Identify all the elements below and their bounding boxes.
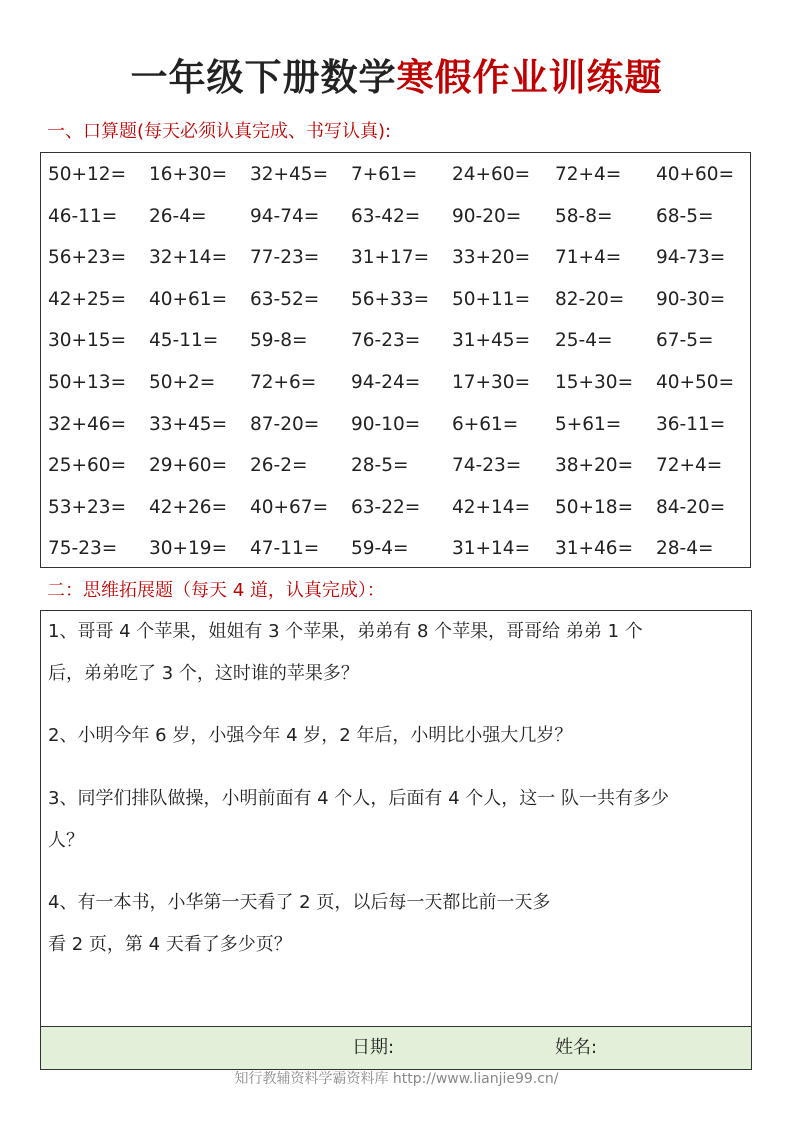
arithmetic-problem: 63-22= [351, 496, 421, 518]
arithmetic-problem: 33+20= [452, 247, 531, 269]
page-title [0, 52, 793, 104]
arithmetic-problem: 72+4= [555, 164, 622, 185]
arithmetic-problem: 40+50= [656, 372, 735, 393]
arithmetic-problem: 26-2= [250, 455, 308, 477]
arithmetic-problem: 58-8= [555, 205, 613, 227]
arithmetic-problem: 28-5= [351, 455, 409, 477]
problem-row [48, 451, 748, 481]
arithmetic-problem: 42+14= [452, 496, 531, 518]
problem-row [48, 534, 748, 564]
arithmetic-problem: 75-23= [48, 538, 118, 560]
arithmetic-problem: 90-20= [452, 205, 522, 227]
arithmetic-problem: 63-42= [351, 205, 421, 227]
arithmetic-problem: 16+30= [149, 164, 228, 185]
word-problem-line: 看 2 页，第 4 天看了多少页？ [48, 934, 292, 955]
arithmetic-problem: 77-23= [250, 247, 320, 269]
watermark: 知行教辅资料学霸资料库 http://www.lianjie99.cn/ [234, 1071, 559, 1087]
arithmetic-problem: 50+11= [452, 288, 531, 310]
arithmetic-problem: 63-52= [250, 288, 320, 310]
arithmetic-problem: 32+14= [149, 247, 228, 269]
arithmetic-problem: 31+46= [555, 538, 634, 560]
problem-row [48, 493, 748, 523]
arithmetic-problem: 50+18= [555, 496, 634, 518]
arithmetic-problem: 59-4= [351, 538, 409, 560]
arithmetic-problem: 42+26= [149, 496, 228, 518]
arithmetic-problem: 25+60= [48, 455, 127, 477]
arithmetic-problem: 28-4= [656, 538, 714, 560]
arithmetic-problem: 94-73= [656, 247, 726, 269]
problem-row [48, 160, 748, 190]
arithmetic-problem: 32+46= [48, 413, 127, 435]
problem-row [48, 285, 748, 315]
arithmetic-problem: 31+14= [452, 538, 531, 560]
arithmetic-problem: 56+23= [48, 247, 127, 269]
word-problem-line: 3、同学们排队做操，小明前面有 4 个人，后面有 4 个人，这一 队一共有多少 [48, 788, 669, 809]
arithmetic-problem: 74-23= [452, 455, 522, 477]
name-label: 姓名: [555, 1037, 598, 1058]
arithmetic-problem: 32+45= [250, 164, 329, 185]
arithmetic-problem: 24+60= [452, 164, 531, 185]
word-problem-line: 4、有一本书，小华第一天看了 2 页，以后每一天都比前一天多 [48, 892, 551, 913]
arithmetic-problem: 47-11= [250, 538, 320, 560]
arithmetic-problem: 76-23= [351, 330, 421, 352]
arithmetic-problem: 72+4= [656, 455, 723, 477]
arithmetic-problem: 5+61= [555, 413, 622, 435]
arithmetic-grid [40, 152, 751, 568]
problem-row [48, 326, 748, 356]
arithmetic-problem: 59-8= [250, 330, 308, 352]
footer-bar [41, 1026, 751, 1069]
word-problem-line: 2、小明今年 6 岁，小强今年 4 岁，2 年后，小明比小强大几岁？ [48, 725, 573, 746]
arithmetic-problem: 46-11= [48, 205, 118, 227]
arithmetic-problem: 26-4= [149, 205, 207, 227]
word-problem-line: 人？ [48, 830, 84, 851]
arithmetic-problem: 90-30= [656, 288, 726, 310]
arithmetic-problem: 17+30= [452, 372, 531, 393]
title-part2: 寒假作业训练题 [396, 56, 663, 99]
title-part1: 一年级下册数学 [130, 56, 397, 99]
arithmetic-problem: 71+4= [555, 247, 622, 269]
arithmetic-problem: 30+15= [48, 330, 127, 352]
arithmetic-problem: 56+33= [351, 288, 430, 310]
arithmetic-problem: 94-74= [250, 205, 320, 227]
arithmetic-problem: 50+13= [48, 372, 127, 393]
section1-heading: 一、口算题(每天必须认真完成、书写认真): [47, 121, 392, 142]
word-problem-line: 后，弟弟吃了 3 个，这时谁的苹果多？ [48, 663, 359, 684]
problem-row [48, 243, 748, 273]
arithmetic-problem: 68-5= [656, 205, 714, 227]
problem-row [48, 410, 748, 440]
arithmetic-problem: 50+2= [149, 372, 216, 393]
arithmetic-problem: 67-5= [656, 330, 714, 352]
arithmetic-problem: 42+25= [48, 288, 127, 310]
arithmetic-problem: 29+60= [149, 455, 228, 477]
arithmetic-problem: 45-11= [149, 330, 219, 352]
arithmetic-problem: 82-20= [555, 288, 625, 310]
date-label: 日期: [352, 1037, 395, 1058]
arithmetic-problem: 40+60= [656, 164, 735, 185]
arithmetic-problem: 7+61= [351, 164, 418, 185]
word-problems-box [40, 610, 752, 1070]
arithmetic-problem: 30+19= [149, 538, 228, 560]
problem-row [48, 368, 748, 398]
arithmetic-problem: 53+23= [48, 496, 127, 518]
arithmetic-problem: 40+61= [149, 288, 228, 310]
arithmetic-problem: 31+45= [452, 330, 531, 352]
arithmetic-problem: 94-24= [351, 372, 421, 393]
arithmetic-problem: 87-20= [250, 413, 320, 435]
arithmetic-problem: 15+30= [555, 372, 634, 393]
section2-heading: 二：思维拓展题（每天 4 道，认真完成）： [47, 580, 385, 601]
word-problem-line: 1、哥哥 4 个苹果，姐姐有 3 个苹果，弟弟有 8 个苹果，哥哥给 弟弟 1 个 [48, 621, 643, 642]
problem-row [48, 202, 748, 232]
arithmetic-problem: 36-11= [656, 413, 726, 435]
arithmetic-problem: 50+12= [48, 164, 127, 185]
arithmetic-problem: 84-20= [656, 496, 726, 518]
arithmetic-problem: 90-10= [351, 413, 421, 435]
arithmetic-problem: 40+67= [250, 496, 329, 518]
arithmetic-problem: 25-4= [555, 330, 613, 352]
arithmetic-problem: 38+20= [555, 455, 634, 477]
arithmetic-problem: 6+61= [452, 413, 519, 435]
arithmetic-problem: 33+45= [149, 413, 228, 435]
arithmetic-problem: 31+17= [351, 247, 430, 269]
arithmetic-problem: 72+6= [250, 372, 317, 393]
